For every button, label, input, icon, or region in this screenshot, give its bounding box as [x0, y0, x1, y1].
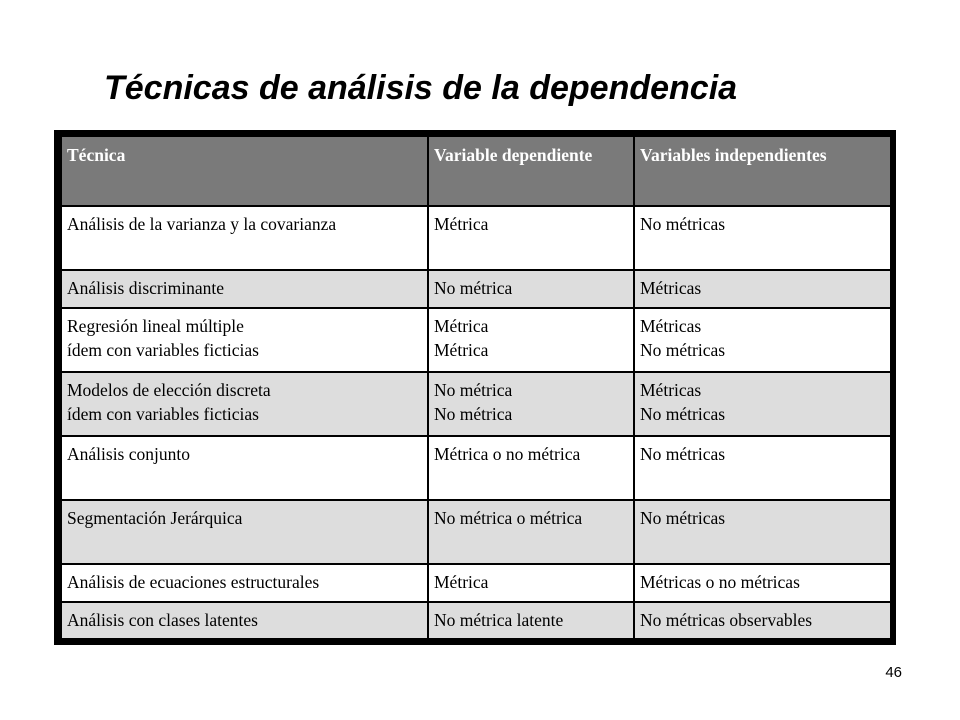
- cell-dependiente: [428, 270, 634, 308]
- cell-line: Modelos de elección discreta: [67, 380, 271, 400]
- table-row: [61, 602, 891, 639]
- table-row: [61, 270, 891, 308]
- cell-line: No métrica latente: [434, 610, 564, 630]
- cell-line: Métricas: [640, 316, 702, 336]
- table-row: [61, 308, 891, 372]
- cell-independientes: [634, 206, 891, 270]
- cell-independientes: [634, 436, 891, 500]
- cell-line: ídem con variables ficticias: [67, 404, 259, 424]
- cell-line: Análisis de la varianza y la covarianza: [67, 214, 337, 234]
- cell-line: No métrica: [434, 278, 513, 298]
- cell-tecnica: [61, 308, 428, 372]
- cell-line: Métricas: [640, 278, 702, 298]
- cell-dependiente: [428, 500, 634, 564]
- cell-tecnica: [61, 436, 428, 500]
- cell-line: No métricas: [640, 444, 726, 464]
- cell-line: Métrica: [434, 340, 489, 360]
- table-row: [61, 372, 891, 436]
- cell-line: No métrica: [434, 380, 513, 400]
- cell-line: Análisis con clases latentes: [67, 610, 258, 630]
- cell-line: ídem con variables ficticias: [67, 340, 259, 360]
- cell-tecnica: [61, 206, 428, 270]
- cell-independientes: [634, 564, 891, 602]
- cell-independientes: [634, 602, 891, 639]
- cell-dependiente: [428, 564, 634, 602]
- header-variables-independientes: Variables independientes: [634, 136, 891, 206]
- cell-line: Métrica: [434, 572, 489, 592]
- cell-line: Métricas o no métricas: [640, 572, 800, 592]
- cell-independientes: [634, 372, 891, 436]
- cell-line: No métricas: [640, 508, 726, 528]
- cell-tecnica: [61, 564, 428, 602]
- cell-tecnica: [61, 372, 428, 436]
- cell-independientes: [634, 500, 891, 564]
- cell-tecnica: [61, 602, 428, 639]
- cell-dependiente: [428, 602, 634, 639]
- header-variable-dependiente: Variable dependiente: [428, 136, 634, 206]
- cell-line: Métrica: [434, 316, 489, 336]
- cell-dependiente: [428, 436, 634, 500]
- cell-line: Métrica o no métrica: [434, 444, 581, 464]
- cell-independientes: [634, 308, 891, 372]
- cell-line: No métrica o métrica: [434, 508, 583, 528]
- cell-line: Análisis discriminante: [67, 278, 224, 298]
- dependence-techniques-table: [60, 135, 892, 640]
- table-row: [61, 564, 891, 602]
- table-row: [61, 500, 891, 564]
- cell-line: No métricas observables: [640, 610, 813, 630]
- cell-independientes: [634, 270, 891, 308]
- header-tecnica: Técnica: [61, 136, 428, 206]
- cell-tecnica: [61, 500, 428, 564]
- dependence-techniques-table-frame: [54, 130, 896, 645]
- cell-tecnica: [61, 270, 428, 308]
- page-number: 46: [885, 664, 902, 681]
- cell-line: Métricas: [640, 380, 702, 400]
- cell-line: Regresión lineal múltiple: [67, 316, 244, 336]
- cell-dependiente: [428, 372, 634, 436]
- cell-line: No métrica: [434, 404, 513, 424]
- cell-line: No métricas: [640, 404, 726, 424]
- cell-line: No métricas: [640, 214, 726, 234]
- cell-line: Análisis conjunto: [67, 444, 190, 464]
- cell-line: No métricas: [640, 340, 726, 360]
- cell-line: Análisis de ecuaciones estructurales: [67, 572, 320, 592]
- cell-line: Segmentación Jerárquica: [67, 508, 243, 528]
- slide-title: Técnicas de análisis de la dependencia: [104, 69, 738, 107]
- cell-dependiente: [428, 206, 634, 270]
- cell-dependiente: [428, 308, 634, 372]
- cell-line: Métrica: [434, 214, 489, 234]
- table-header-row: [61, 136, 891, 206]
- table-row: [61, 206, 891, 270]
- table-row: [61, 436, 891, 500]
